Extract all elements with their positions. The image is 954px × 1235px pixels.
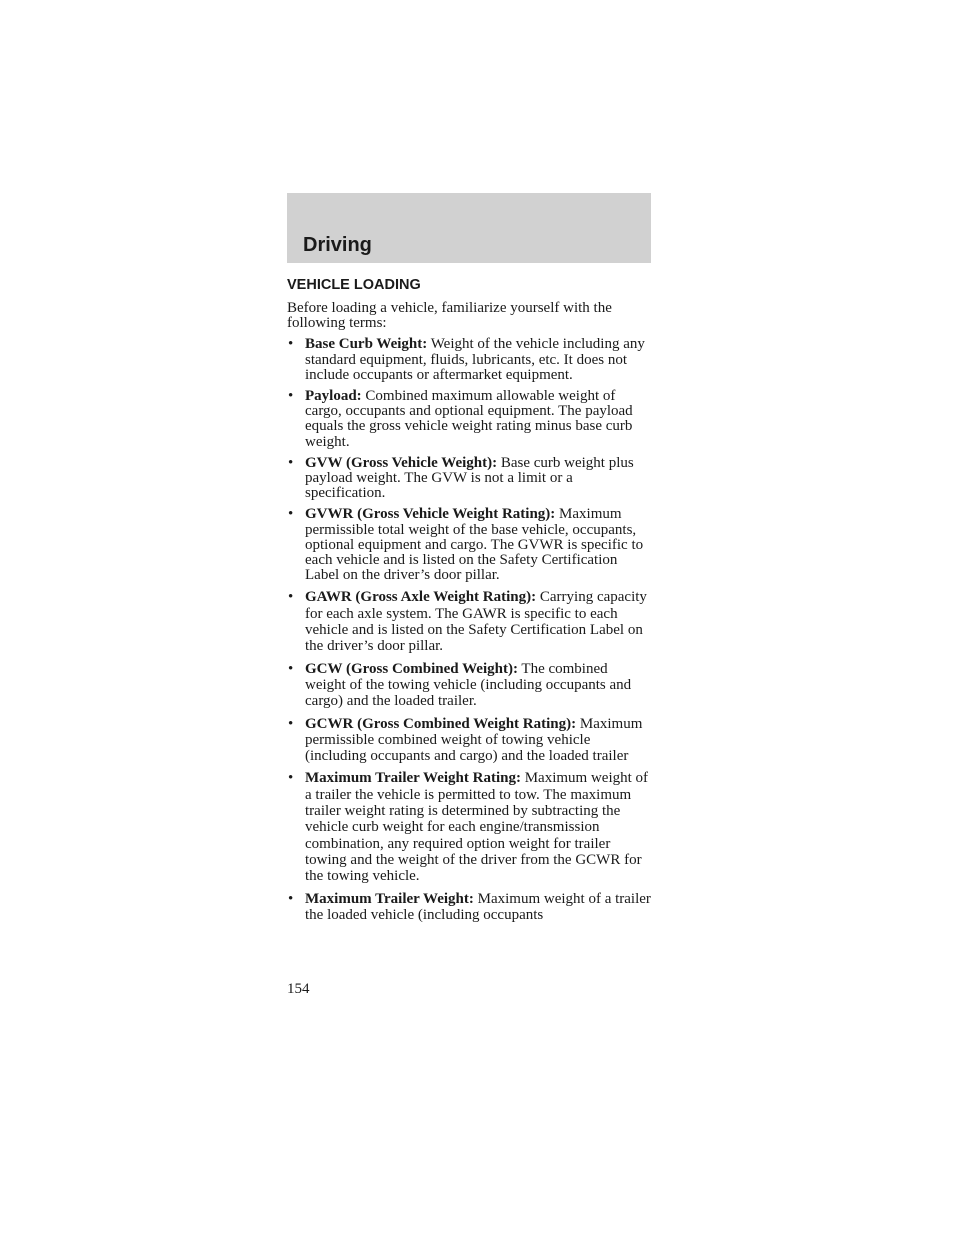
term-label: GVWR (Gross Vehicle Weight Rating): — [305, 506, 556, 523]
term-definition: Maximum weight of a trailer the vehicle is permitted to tow. The maximum trailer weight rating is determined by subtracting the vehicle curb weight for each engine/transmission combination, any required option weight for trailer towing and the weight of the driver from the GCWR for the towing vehicle. — [305, 770, 649, 885]
list-item — [287, 589, 651, 654]
term-label: GAWR (Gross Axle Weight Rating): — [305, 589, 537, 606]
bullet: • — [288, 506, 294, 523]
term-label: Payload: — [305, 388, 362, 405]
list-item — [287, 456, 651, 502]
page-content — [287, 276, 651, 929]
term-label: GCWR (Gross Combined Weight Rating): — [305, 715, 577, 732]
term-definition: Maximum permissible combined weight of towing vehicle (including occupants and cargo) and the loaded trailer — [305, 715, 643, 765]
term-definition: Maximum permissible total weight of the base vehicle, occupants, optional equipment and cargo. The GVWR is specific to each vehicle and is listed on the Safety Certification Label on the driver’s door pillar. — [305, 506, 644, 584]
term-label: GCW (Gross Combined Weight): — [305, 660, 518, 677]
bullet: • — [288, 715, 294, 732]
term-label: Maximum Trailer Weight Rating: — [305, 770, 521, 787]
section-heading: VEHICLE LOADING — [287, 277, 421, 293]
term-label: Maximum Trailer Weight: — [305, 890, 474, 907]
page-number: 154 — [287, 981, 310, 997]
bullet: • — [288, 454, 294, 471]
term-definition: Carrying capacity for each axle system. The GAWR is specific to each vehicle and is listed on the Safety Certification Label on the driver’s door pillar. — [305, 589, 647, 655]
bullet: • — [288, 660, 294, 677]
bullet: • — [288, 770, 294, 787]
terms-list — [287, 337, 651, 923]
intro-paragraph: Before loading a vehicle, familiarize yourself with the following terms: — [287, 300, 612, 332]
bullet: • — [288, 336, 294, 353]
term-definition: The combined weight of the towing vehicle (including occupants and cargo) and the loaded trailer. — [305, 660, 632, 710]
term-definition: Combined maximum allowable weight of cargo, occupants and optional equipment. The payload equals the gross vehicle weight rating minus base curb weight. — [305, 388, 633, 450]
term-label: GVW (Gross Vehicle Weight): — [305, 454, 498, 471]
bullet: • — [288, 589, 294, 606]
bullet: • — [288, 388, 294, 405]
chapter-title: Driving — [303, 234, 372, 256]
list-item — [287, 337, 651, 383]
list-item — [287, 661, 651, 710]
term-label: Base Curb Weight: — [305, 336, 428, 353]
chapter-header — [287, 193, 651, 263]
term-definition: Base curb weight plus payload weight. The GVW is not a limit or a specification. — [305, 454, 634, 502]
list-item — [287, 507, 651, 583]
list-item — [287, 891, 651, 924]
list-item — [287, 770, 651, 884]
term-definition: Weight of the vehicle including any standard equipment, fluids, lubricants, etc. It does not include occupants or aftermarket equipment. — [305, 336, 645, 383]
list-item — [287, 389, 651, 450]
term-definition: Maximum weight of a trailer the loaded vehicle (including occupants — [305, 890, 651, 923]
bullet: • — [288, 890, 294, 907]
list-item — [287, 716, 651, 765]
